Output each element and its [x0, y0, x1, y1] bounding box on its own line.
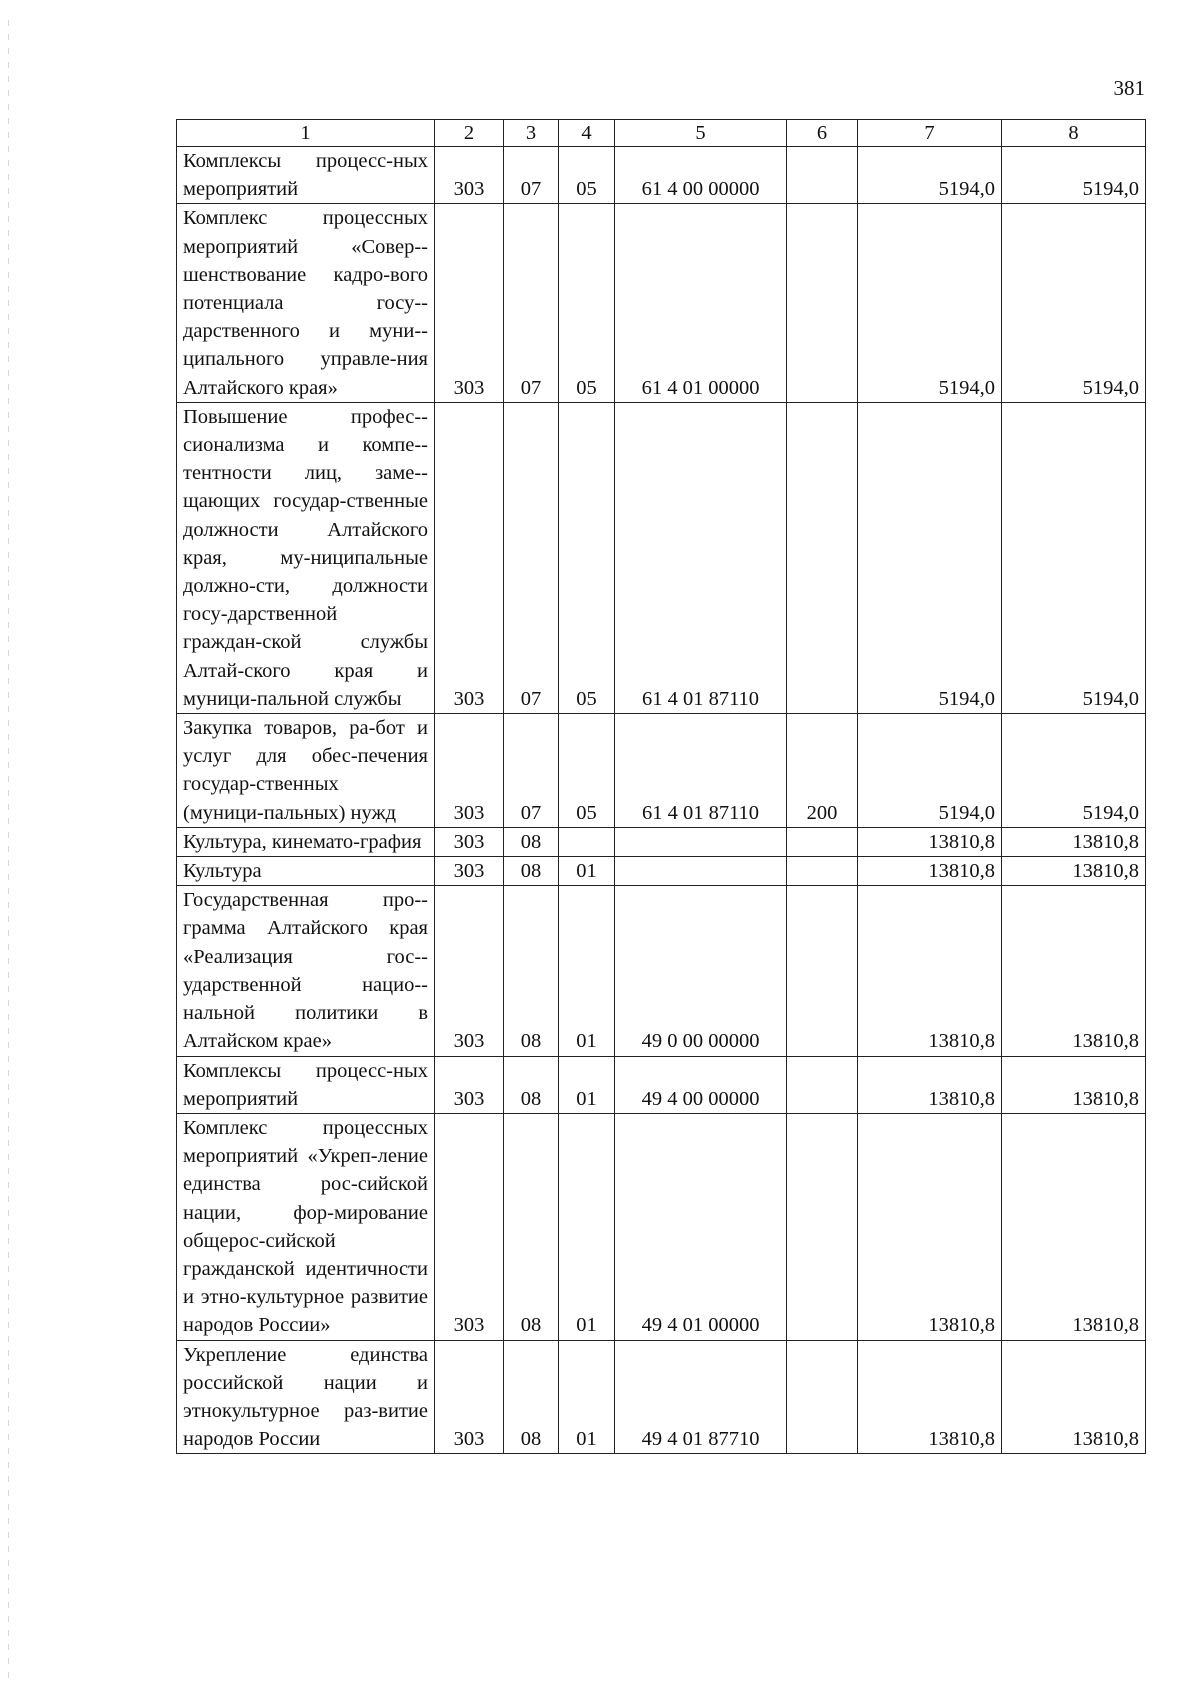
row-col4-cell: 05	[559, 204, 615, 402]
header-cell-6: 6	[787, 120, 858, 147]
row-name-cell: Государственная про-грамма Алтайского края «Реализация гос-ударственной нацио-нальной политики в Алтайском крае»	[177, 886, 435, 1056]
row-col8-cell: 5194,0	[1002, 204, 1146, 402]
row-col7-cell: 13810,8	[858, 886, 1002, 1056]
row-col2-cell: 303	[435, 886, 504, 1056]
row-col3-cell: 08	[504, 1113, 559, 1340]
row-col7-cell: 13810,8	[858, 1113, 1002, 1340]
row-col6-cell	[787, 402, 858, 713]
table-row	[177, 147, 1146, 204]
row-col6-cell	[787, 857, 858, 886]
row-col3-cell: 08	[504, 1340, 559, 1454]
table-row	[177, 402, 1146, 713]
row-col3-cell: 08	[504, 857, 559, 886]
row-name-cell: Комплекс процессных мероприятий «Совер-шенствование кадро-вого потенциала госу-дарственного и муни-ципального управле-ния Алтайского края»	[177, 204, 435, 402]
row-col7-cell: 13810,8	[858, 1340, 1002, 1454]
row-name-cell: Культура	[177, 857, 435, 886]
row-col7-cell: 5194,0	[858, 402, 1002, 713]
row-name-cell: Культура, кинемато-графия	[177, 827, 435, 856]
row-col5-cell: 61 4 01 87110	[615, 402, 787, 713]
row-col6-cell	[787, 1056, 858, 1113]
row-col2-cell: 303	[435, 204, 504, 402]
header-cell-1: 1	[177, 120, 435, 147]
row-col4-cell: 05	[559, 714, 615, 828]
row-col2-cell: 303	[435, 714, 504, 828]
row-col3-cell: 07	[504, 402, 559, 713]
scan-edge-marks	[8, 20, 9, 1680]
row-col3-cell: 08	[504, 827, 559, 856]
row-name-cell: Комплексы процесс-ных мероприятий	[177, 1056, 435, 1113]
row-col7-cell: 5194,0	[858, 714, 1002, 828]
row-col5-cell: 61 4 01 00000	[615, 204, 787, 402]
row-col8-cell: 5194,0	[1002, 147, 1146, 204]
row-col4-cell: 05	[559, 147, 615, 204]
row-col8-cell: 13810,8	[1002, 886, 1146, 1056]
row-col5-cell: 49 0 00 00000	[615, 886, 787, 1056]
table-row	[177, 714, 1146, 828]
table-row	[177, 886, 1146, 1056]
row-col5-cell: 49 4 01 00000	[615, 1113, 787, 1340]
row-col7-cell: 13810,8	[858, 827, 1002, 856]
row-col2-cell: 303	[435, 827, 504, 856]
header-cell-2: 2	[435, 120, 504, 147]
row-name-cell: Укрепление единства российской нации и этнокультурное раз-витие народов России	[177, 1340, 435, 1454]
header-cell-5: 5	[615, 120, 787, 147]
row-col2-cell: 303	[435, 1340, 504, 1454]
row-col4-cell: 01	[559, 1340, 615, 1454]
table-row	[177, 204, 1146, 402]
row-col8-cell: 13810,8	[1002, 1056, 1146, 1113]
row-col8-cell: 13810,8	[1002, 827, 1146, 856]
row-col6-cell	[787, 1113, 858, 1340]
row-col8-cell: 13810,8	[1002, 857, 1146, 886]
row-col2-cell: 303	[435, 1113, 504, 1340]
row-col2-cell: 303	[435, 147, 504, 204]
row-col3-cell: 07	[504, 204, 559, 402]
row-col8-cell: 13810,8	[1002, 1113, 1146, 1340]
row-col6-cell	[787, 827, 858, 856]
row-col6-cell	[787, 1340, 858, 1454]
row-col4-cell: 01	[559, 1113, 615, 1340]
row-col5-cell: 49 4 00 00000	[615, 1056, 787, 1113]
row-name-cell: Комплексы процесс-ных мероприятий	[177, 147, 435, 204]
row-col6-cell: 200	[787, 714, 858, 828]
row-col4-cell: 05	[559, 402, 615, 713]
row-col5-cell: 61 4 00 00000	[615, 147, 787, 204]
header-cell-8: 8	[1002, 120, 1146, 147]
table-row	[177, 1340, 1146, 1454]
header-cell-3: 3	[504, 120, 559, 147]
row-col6-cell	[787, 204, 858, 402]
row-col8-cell: 5194,0	[1002, 714, 1146, 828]
page-number: 381	[1113, 76, 1145, 100]
row-col7-cell: 13810,8	[858, 857, 1002, 886]
header-row	[177, 120, 1146, 147]
row-col2-cell: 303	[435, 1056, 504, 1113]
table-row	[177, 827, 1146, 856]
row-col6-cell	[787, 886, 858, 1056]
row-col5-cell	[615, 857, 787, 886]
row-name-cell: Закупка товаров, ра-бот и услуг для обес-печения государ-ственных (муници-пальных) нужд	[177, 714, 435, 828]
header-cell-4: 4	[559, 120, 615, 147]
row-col5-cell: 49 4 01 87710	[615, 1340, 787, 1454]
row-col4-cell: 01	[559, 1056, 615, 1113]
table-row	[177, 1113, 1146, 1340]
row-col8-cell: 5194,0	[1002, 402, 1146, 713]
header-cell-7: 7	[858, 120, 1002, 147]
row-col3-cell: 08	[504, 1056, 559, 1113]
table-row	[177, 857, 1146, 886]
row-col7-cell: 5194,0	[858, 204, 1002, 402]
row-name-cell: Повышение профес-сионализма и компе-тентности лиц, заме-щающих государ-ственные должности Алтайского края, му-ниципальные должно-сти, должности госу-дарственной граждан-ской службы Алтай-ского края и муници-пальной службы	[177, 402, 435, 713]
row-col4-cell: 01	[559, 857, 615, 886]
row-col6-cell	[787, 147, 858, 204]
row-col8-cell: 13810,8	[1002, 1340, 1146, 1454]
row-col4-cell: 01	[559, 886, 615, 1056]
row-col2-cell: 303	[435, 857, 504, 886]
row-col5-cell: 61 4 01 87110	[615, 714, 787, 828]
row-col2-cell: 303	[435, 402, 504, 713]
row-name-cell: Комплекс процессных мероприятий «Укреп-ление единства рос-сийской нации, фор-мирование общерос-сийской гражданской идентичности и этно-культурное развитие народов России»	[177, 1113, 435, 1340]
row-col3-cell: 07	[504, 147, 559, 204]
row-col4-cell	[559, 827, 615, 856]
row-col3-cell: 07	[504, 714, 559, 828]
row-col5-cell	[615, 827, 787, 856]
budget-table	[176, 119, 1146, 1454]
row-col7-cell: 13810,8	[858, 1056, 1002, 1113]
row-col7-cell: 5194,0	[858, 147, 1002, 204]
row-col3-cell: 08	[504, 886, 559, 1056]
table-row	[177, 1056, 1146, 1113]
